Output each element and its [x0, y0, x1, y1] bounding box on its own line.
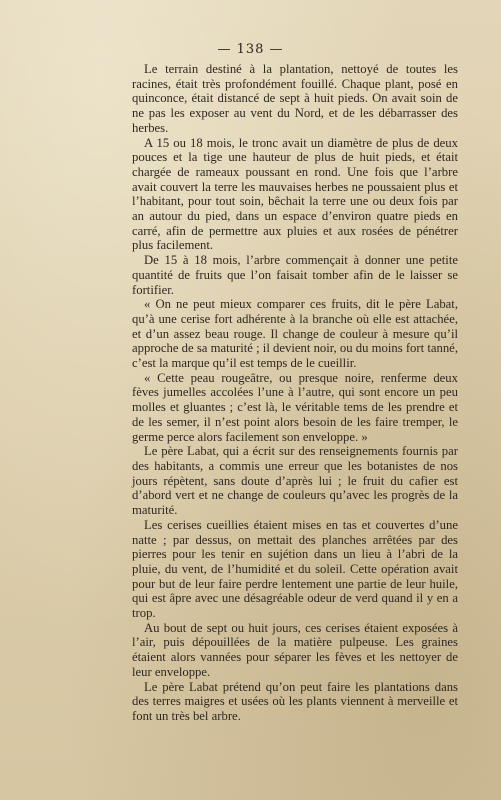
paragraph-labat-error: Le père Labat, qui a écrit sur des renseignements fournis par des habitants, a commis une erreur que les botanistes de nos jours répètent, sans doute d’après lui ; le fruit du cafier est d’abord vert et ne change de couleurs qu’avec les progrès de la maturité. [132, 444, 458, 518]
paragraph-labat-quote-1: « On ne peut mieux comparer ces fruits, dit le père Labat, qu’à une cerise fort adhérente à la branche où elle est attachée, et d’un assez beau rouge. Il change de couleur à mesure qu’il approche de sa maturité ; il devient noir, ou du moins fort tanné, c’est la marque qu’il est temps de le cueillir. [132, 297, 458, 371]
paragraph-labat-quote-2: « Cette peau rougeâtre, ou presque noire, renferme deux fèves jumelles accolées l’une à l’autre, qui sont encore un peu molles et gluantes ; c’est là, le véritable tems de les prendre et de les semer, il n’est point alors besoin de les faire tremper, le germe perce alors facilement son enveloppe. » [132, 370, 458, 444]
paragraph-poor-soil: Le père Labat prétend qu’on peut faire les plantations dans des terres maigres et usées où les plants viennent à merveille et font un très bel arbre. [132, 679, 458, 723]
paragraph-planting: Le terrain destiné à la plantation, nettoyé de toutes les racines, était très profondément fouillé. Chaque plant, posé en quinconce, était distancé de sept à huit pieds. On avait soin de ne pas les exposer au vent du Nord, et de les débarrasser des herbes. [132, 62, 458, 135]
paragraph-first-fruits: De 15 à 18 mois, l’arbre commençait à donner une petite quantité de fruits que l’on faisait tomber afin de le laisser se fortifier. [132, 253, 458, 297]
body-text [132, 62, 458, 724]
paragraph-growth: A 15 ou 18 mois, le tronc avait un diamètre de plus de deux pouces et la tige une hauteur de plus de huit pieds, et était chargée de rameaux poussant en rond. Une fois que l’arbre avait couvert la terre les mauvaises herbes ne poussaient plus et l’habitant, pour tout soin, bêchait la terre une ou deux fois par an autour du pied, dans un espace d’environ quatre pieds en carré, afin de permettre aux pluies et aux rosées de pénétrer plus facilement. [132, 135, 458, 253]
paragraph-drying: Au bout de sept ou huit jours, ces cerises étaient exposées à l’air, puis dépouillées de la matière pulpeuse. Les graines étaient alors vannées pour séparer les fèves et les nettoyer de leur enveloppe. [132, 620, 458, 679]
page-number: — 138 — [217, 42, 284, 57]
paragraph-cherries-processing: Les cerises cueillies étaient mises en tas et couvertes d’une natte ; par dessus, on mettait des planches arrêtées par des pierres pour les tenir en sujétion dans un lieu à l’abri de la pluie, du vent, de l’humidité et du soleil. Cette opération avait pour but de leur faire perdre lentement une partie de leur huile, qui est âpre avec une désagréable odeur de verd quand il y en a trop. [132, 517, 458, 621]
